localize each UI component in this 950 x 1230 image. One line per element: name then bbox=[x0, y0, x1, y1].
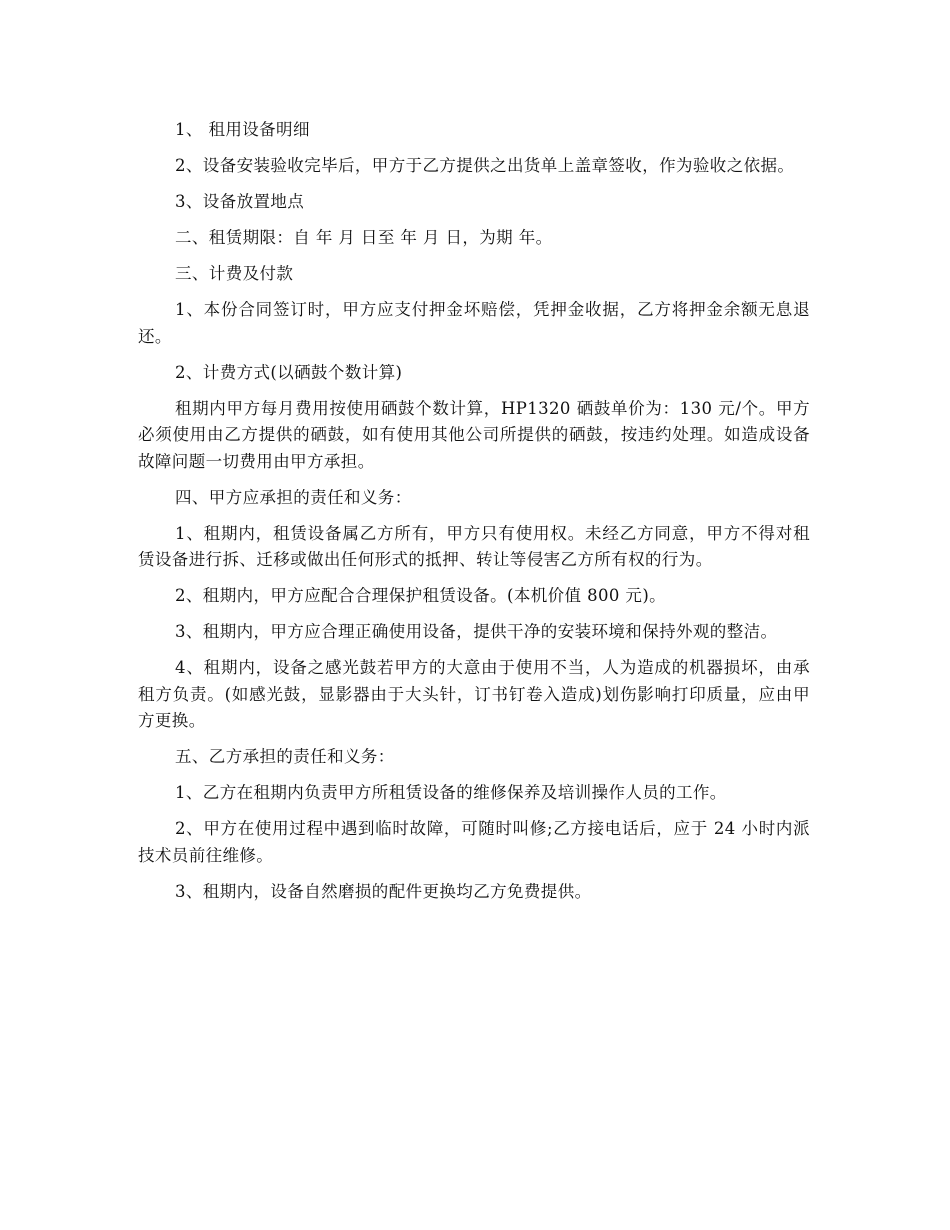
document-body bbox=[138, 117, 810, 915]
paragraph-deposit: 1、本份合同签订时，甲方应支付押金坏赔偿，凭押金收据，乙方将押金余额无息退还。 bbox=[138, 300, 810, 346]
paragraph-proper-use: 3、租期内，甲方应合理正确使用设备，提供干净的安装环境和保持外观的整洁。 bbox=[175, 622, 778, 641]
section-party-b-duties: 五、乙方承担的责任和义务： bbox=[175, 747, 395, 766]
paragraph-parts-replacement: 3、租期内，设备自然磨损的配件更换均乙方免费提供。 bbox=[175, 881, 592, 901]
paragraph-location: 3、设备放置地点 bbox=[175, 192, 305, 211]
section-billing-heading: 三、计费及付款 bbox=[175, 264, 294, 283]
paragraph-protection: 2、租期内，甲方应配合合理保护租赁设备。(本机价值 800 元)。 bbox=[175, 586, 667, 605]
paragraph-drum-damage: 4、租期内，设备之感光鼓若甲方的大意由于使用不当，人为造成的机器损坏，由承租方负责。(如感光鼓，显影器由于大头针，订书钉卷入造成)划伤影响打印质量，应由甲方更换。 bbox=[138, 658, 810, 730]
paragraph-billing-method: 2、计费方式(以硒鼓个数计算) bbox=[175, 362, 403, 382]
paragraph-acceptance: 2、设备安装验收完毕后，甲方于乙方提供之出货单上盖章签收，作为验收之依据。 bbox=[175, 156, 795, 175]
paragraph-ownership: 1、租期内，租赁设备属乙方所有，甲方只有使用权。未经乙方同意，甲方不得对租赁设备进行拆、迁移或做出任何形式的抵押、转让等侵害乙方所有权的行为。 bbox=[138, 523, 810, 569]
paragraph-maintenance: 1、乙方在租期内负责甲方所租赁设备的维修保养及培训操作人员的工作。 bbox=[175, 783, 727, 802]
paragraph-billing-detail: 租期内甲方每月费用按使用硒鼓个数计算，HP1320 硒鼓单价为：130 元/个。甲方必须使用由乙方提供的硒鼓，如有使用其他公司所提供的硒鼓，按违约处理。如造成设备故障问题一切费用由甲方承担。 bbox=[138, 398, 810, 471]
paragraph-repair-call: 2、甲方在使用过程中遇到临时故障，可随时叫修;乙方接电话后，应于 24 小时内派技术员前往维修。 bbox=[138, 819, 810, 865]
section-party-a-duties: 四、甲方应承担的责任和义务： bbox=[175, 487, 412, 507]
section-lease-term: 二、租赁期限：自 年 月 日至 年 月 日，为期 年。 bbox=[175, 228, 553, 247]
paragraph-equipment-list: 1、 租用设备明细 bbox=[175, 120, 310, 139]
